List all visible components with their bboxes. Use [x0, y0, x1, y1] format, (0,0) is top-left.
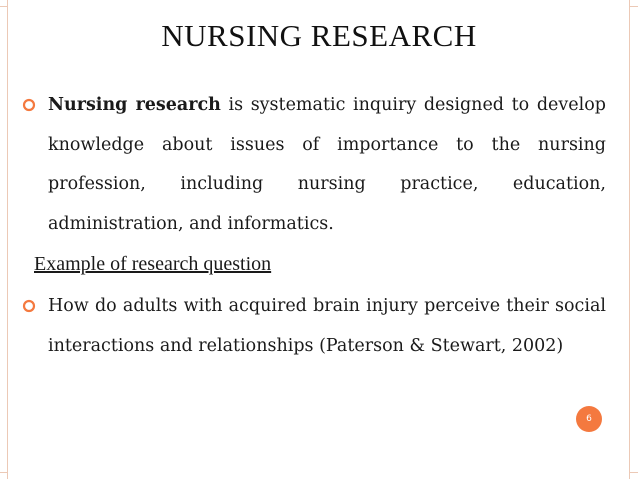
bottom-left-border-tick: [0, 472, 8, 473]
top-right-border-tick: [629, 6, 638, 7]
hollow-circle-bullet-icon: [22, 98, 36, 112]
example-heading: Example of research question: [34, 253, 272, 275]
example-bullet: [30, 287, 606, 366]
slide-content: [30, 86, 606, 366]
definition-text: is systematic inquiry designed to develop knowledge about issues of importance to the nursing profession, including nursing practice, education, administration, and informatics.: [48, 95, 606, 234]
page-number-badge: 6: [576, 406, 602, 432]
definition-term: Nursing research: [48, 95, 221, 115]
top-left-border-tick: [0, 6, 8, 7]
definition-bullet: [30, 86, 606, 244]
hollow-circle-bullet-icon: [22, 299, 36, 313]
bottom-right-border-tick: [629, 472, 638, 473]
slide-title: NURSING RESEARCH: [161, 18, 477, 53]
right-border-line: [629, 0, 630, 479]
left-border-line: [7, 0, 8, 479]
example-question-text: How do adults with acquired brain injury perceive their social interactions and relationships (Paterson & Stewart, 2002): [48, 296, 606, 356]
